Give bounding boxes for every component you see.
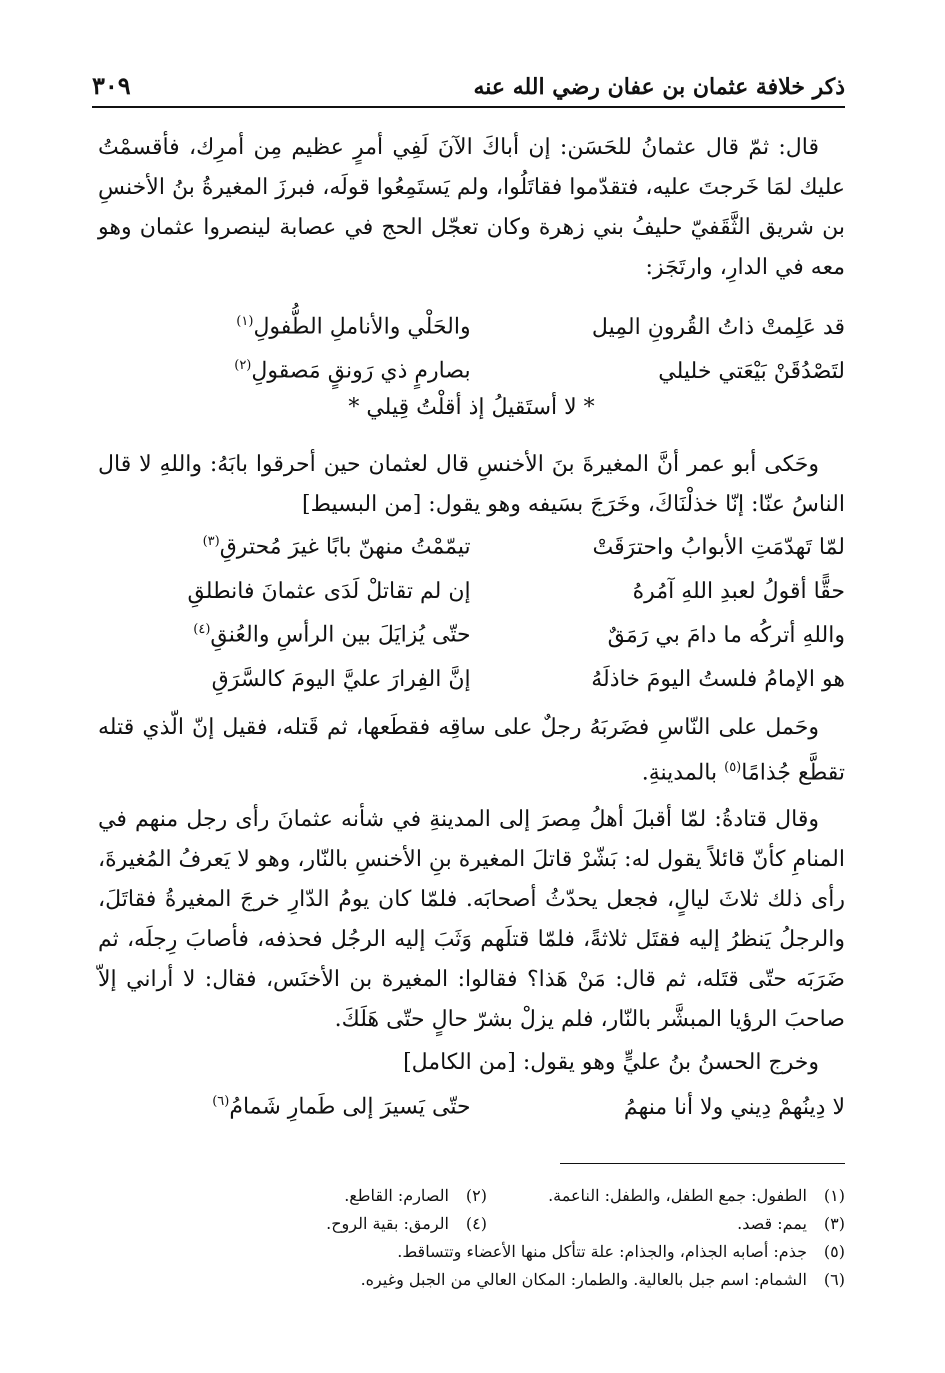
poem-2 xyxy=(125,525,845,701)
footnote-text: الصارم: القاطع. xyxy=(344,1186,449,1205)
footnotes xyxy=(98,1182,845,1294)
footnote-row xyxy=(98,1266,845,1294)
verse-second-hemistich xyxy=(125,358,471,383)
footnote-text: الرمق: بقية الروح. xyxy=(326,1214,449,1233)
page-number: ٣٠٩ xyxy=(92,71,131,100)
page-header xyxy=(92,68,845,108)
paragraph-text: وقال قتادةُ: لمّا أقبلَ أهلُ مِصرَ إلى المدينةِ في شأنه عثمانَ رأى رجل منهم في المنامِ كأنّ قائلاً يقول له: بَشّرْ قاتلَ المغيرة بنِ الأخنسِ بالنّار، وهو لا يَعرفُ المُغيرةَ، رأى ذلك ثلاثَ ليالٍ، فجعل يحدّثُ أصحابَه. فلمّا كان يومُ الدّارِ خرجَ المغيرةُ فقاتَلَ، والرجلُ يَنظرُ إليه فقتَل ثلاثةً، فلمّا قتلَهم وَثَبَ إليه الرجُل فحذفه، فأصابَ رِجلَه، ثم ضَرَبَه حتّى قتَله، ثم قال: مَنْ هَذا؟ فقالوا: المغيرة بن الأخنَس، فقال: لا أراني إلاّ صاحبَ الرؤيا المبشَّر بالنّار، فلم يزلْ بشرّ حالٍ حتّى هَلَكَ. xyxy=(98,807,845,1032)
verse-first-hemistich: واللهِ أتركُه ما دامَ بي رَمَقٌ xyxy=(607,622,845,648)
footnote-ref: (٢) xyxy=(234,358,252,374)
hemistich-text: تيمّمْتُ منهنّ بابًا غيرَ مُحترقِ xyxy=(219,534,471,560)
verse-line xyxy=(125,657,845,701)
running-title: ذكر خلافة عثمان بن عفان رضي الله عنه xyxy=(473,74,845,100)
verse-first-hemistich: حقًّا أقولُ لعبدِ اللهِ آمُرهُ xyxy=(632,578,845,604)
verse-first-hemistich: هو الإمامُ فلستُ اليومَ خاذلَهُ xyxy=(591,666,845,692)
hemistich-text: بصارمٍ ذي رَونقٍ مَصقولِ xyxy=(251,358,471,384)
verse-line xyxy=(125,305,845,349)
footnote-text: الطفول: جمع الطفل، والطفل: الناعمة. xyxy=(548,1186,807,1205)
paragraph-3 xyxy=(98,708,845,793)
footnote-number: (١) xyxy=(823,1186,845,1205)
verse-first-hemistich: قد عَلِمتْ ذاتُ القُرونِ المِيل xyxy=(591,314,845,340)
verse-line xyxy=(125,1085,845,1129)
footnote-number: (٦) xyxy=(823,1270,845,1289)
footnote-number: (٤) xyxy=(465,1214,487,1233)
poem-3 xyxy=(125,1085,845,1129)
verse-line xyxy=(125,613,845,657)
verse-line xyxy=(125,349,845,393)
footnote-number: (٣) xyxy=(823,1214,845,1233)
hemistich-text: حتّى يُزايَلَ بين الرأسِ والعُنقِ xyxy=(210,622,471,648)
paragraph-2 xyxy=(98,445,845,525)
verse-second-hemistich xyxy=(125,622,471,647)
footnote-text: جذم: أصابه الجذام، والجذام: علة تتأكل منها الأعضاء وتتساقط. xyxy=(397,1242,807,1261)
paragraph-body: وحَمل على النّاسِ فضَربَهُ رجلٌ على ساقِه فقطَعها، ثم قَتله، فقيل إنّ الّذي قتله تقطَّع جُذامًا xyxy=(98,715,845,786)
hemistich-text: حتّى يَسيرَ إلى طَمارِ شَمامُ xyxy=(229,1094,471,1120)
verse-second-hemistich: إن لم تقاتلْ لَدَى عثمانَ فانطلقِ xyxy=(187,578,471,604)
paragraph-text: قال: ثمّ قال عثمانُ للحَسَن: إن أباكَ الآنَ لَفِي أمرٍ عظيم مِن أمرِك، فأقسمْتُ عليك لمَا خَرجتَ عليه، فتقدّموا فقاتَلُوا، ولم يَستَمِعُوا قولَه، فبرزَ المغيرةُ بنُ الأخنسِ بن شريق الثَّقَفيّ حليفُ بني زهرة وكان تعجّل الحج في عصابة لينصروا عثمان وهو معه في الدارِ، وارتَجَز: xyxy=(98,135,845,280)
footnote-ref: (١) xyxy=(236,314,254,330)
footnote-divider xyxy=(560,1163,845,1164)
verse-second-hemistich: إنَّ الفِرارَ عليَّ اليومَ كالسَّرَقِ xyxy=(211,666,471,692)
paragraph-text: وخرج الحسنُ بنُ عليٍّ وهو يقول: [من الكامل] xyxy=(403,1050,819,1075)
footnote-number: (٢) xyxy=(465,1186,487,1205)
footnote-ref: (٣) xyxy=(202,534,220,550)
footnote-ref: (٦) xyxy=(212,1094,230,1110)
verse-second-hemistich xyxy=(125,534,471,559)
footnote-row xyxy=(98,1210,845,1238)
footnote-row xyxy=(98,1238,845,1266)
verse-line xyxy=(125,569,845,613)
poem-1 xyxy=(125,305,845,393)
verse-closing-line: * لا أستَقيلُ إذ أقلْتُ قِيلي * xyxy=(348,395,595,420)
paragraph-4 xyxy=(98,800,845,1040)
footnote-number: (٥) xyxy=(823,1242,845,1261)
verse-first-hemistich: لا دِينُهمْ دِيني ولا أنا منهمُ xyxy=(623,1094,845,1120)
verse-first-hemistich: لمّا تَهدّمَتِ الأبوابُ واحترَقَتْ xyxy=(592,534,845,560)
hemistich-text: والحَلْي والأناملِ الطُّفولِ xyxy=(253,314,471,340)
paragraph-text: وحَكى أبو عمر أنَّ المغيرةَ بنَ الأخنسِ قال لعثمان حين أحرقوا بابَهُ: واللهِ لا قال الناسُ عنّا: إنّا خذلْنَاكَ، وخَرَجَ بسَيفه وهو يقول: [من البسيط] xyxy=(98,452,845,517)
paragraph-5 xyxy=(98,1043,845,1083)
verse-second-hemistich xyxy=(125,1094,471,1119)
footnote-row xyxy=(98,1182,845,1210)
footnote-text: يمم: قصد. xyxy=(737,1214,807,1233)
paragraph-1 xyxy=(98,128,845,288)
verse-first-hemistich: لتَصْدُقَنْ بَيْعَتي خليلي xyxy=(658,358,845,384)
verse-second-hemistich xyxy=(125,314,471,339)
footnote-ref: (٥) xyxy=(724,760,742,775)
paragraph-ending: بالمدينةِ. xyxy=(641,760,718,786)
footnote-ref: (٤) xyxy=(193,622,211,638)
footnote-text: الشمام: اسم جبل بالعالية. والطمار: المكان العالي من الجبل وغيره. xyxy=(360,1270,807,1289)
verse-line xyxy=(125,525,845,569)
paragraph-text xyxy=(98,708,845,793)
